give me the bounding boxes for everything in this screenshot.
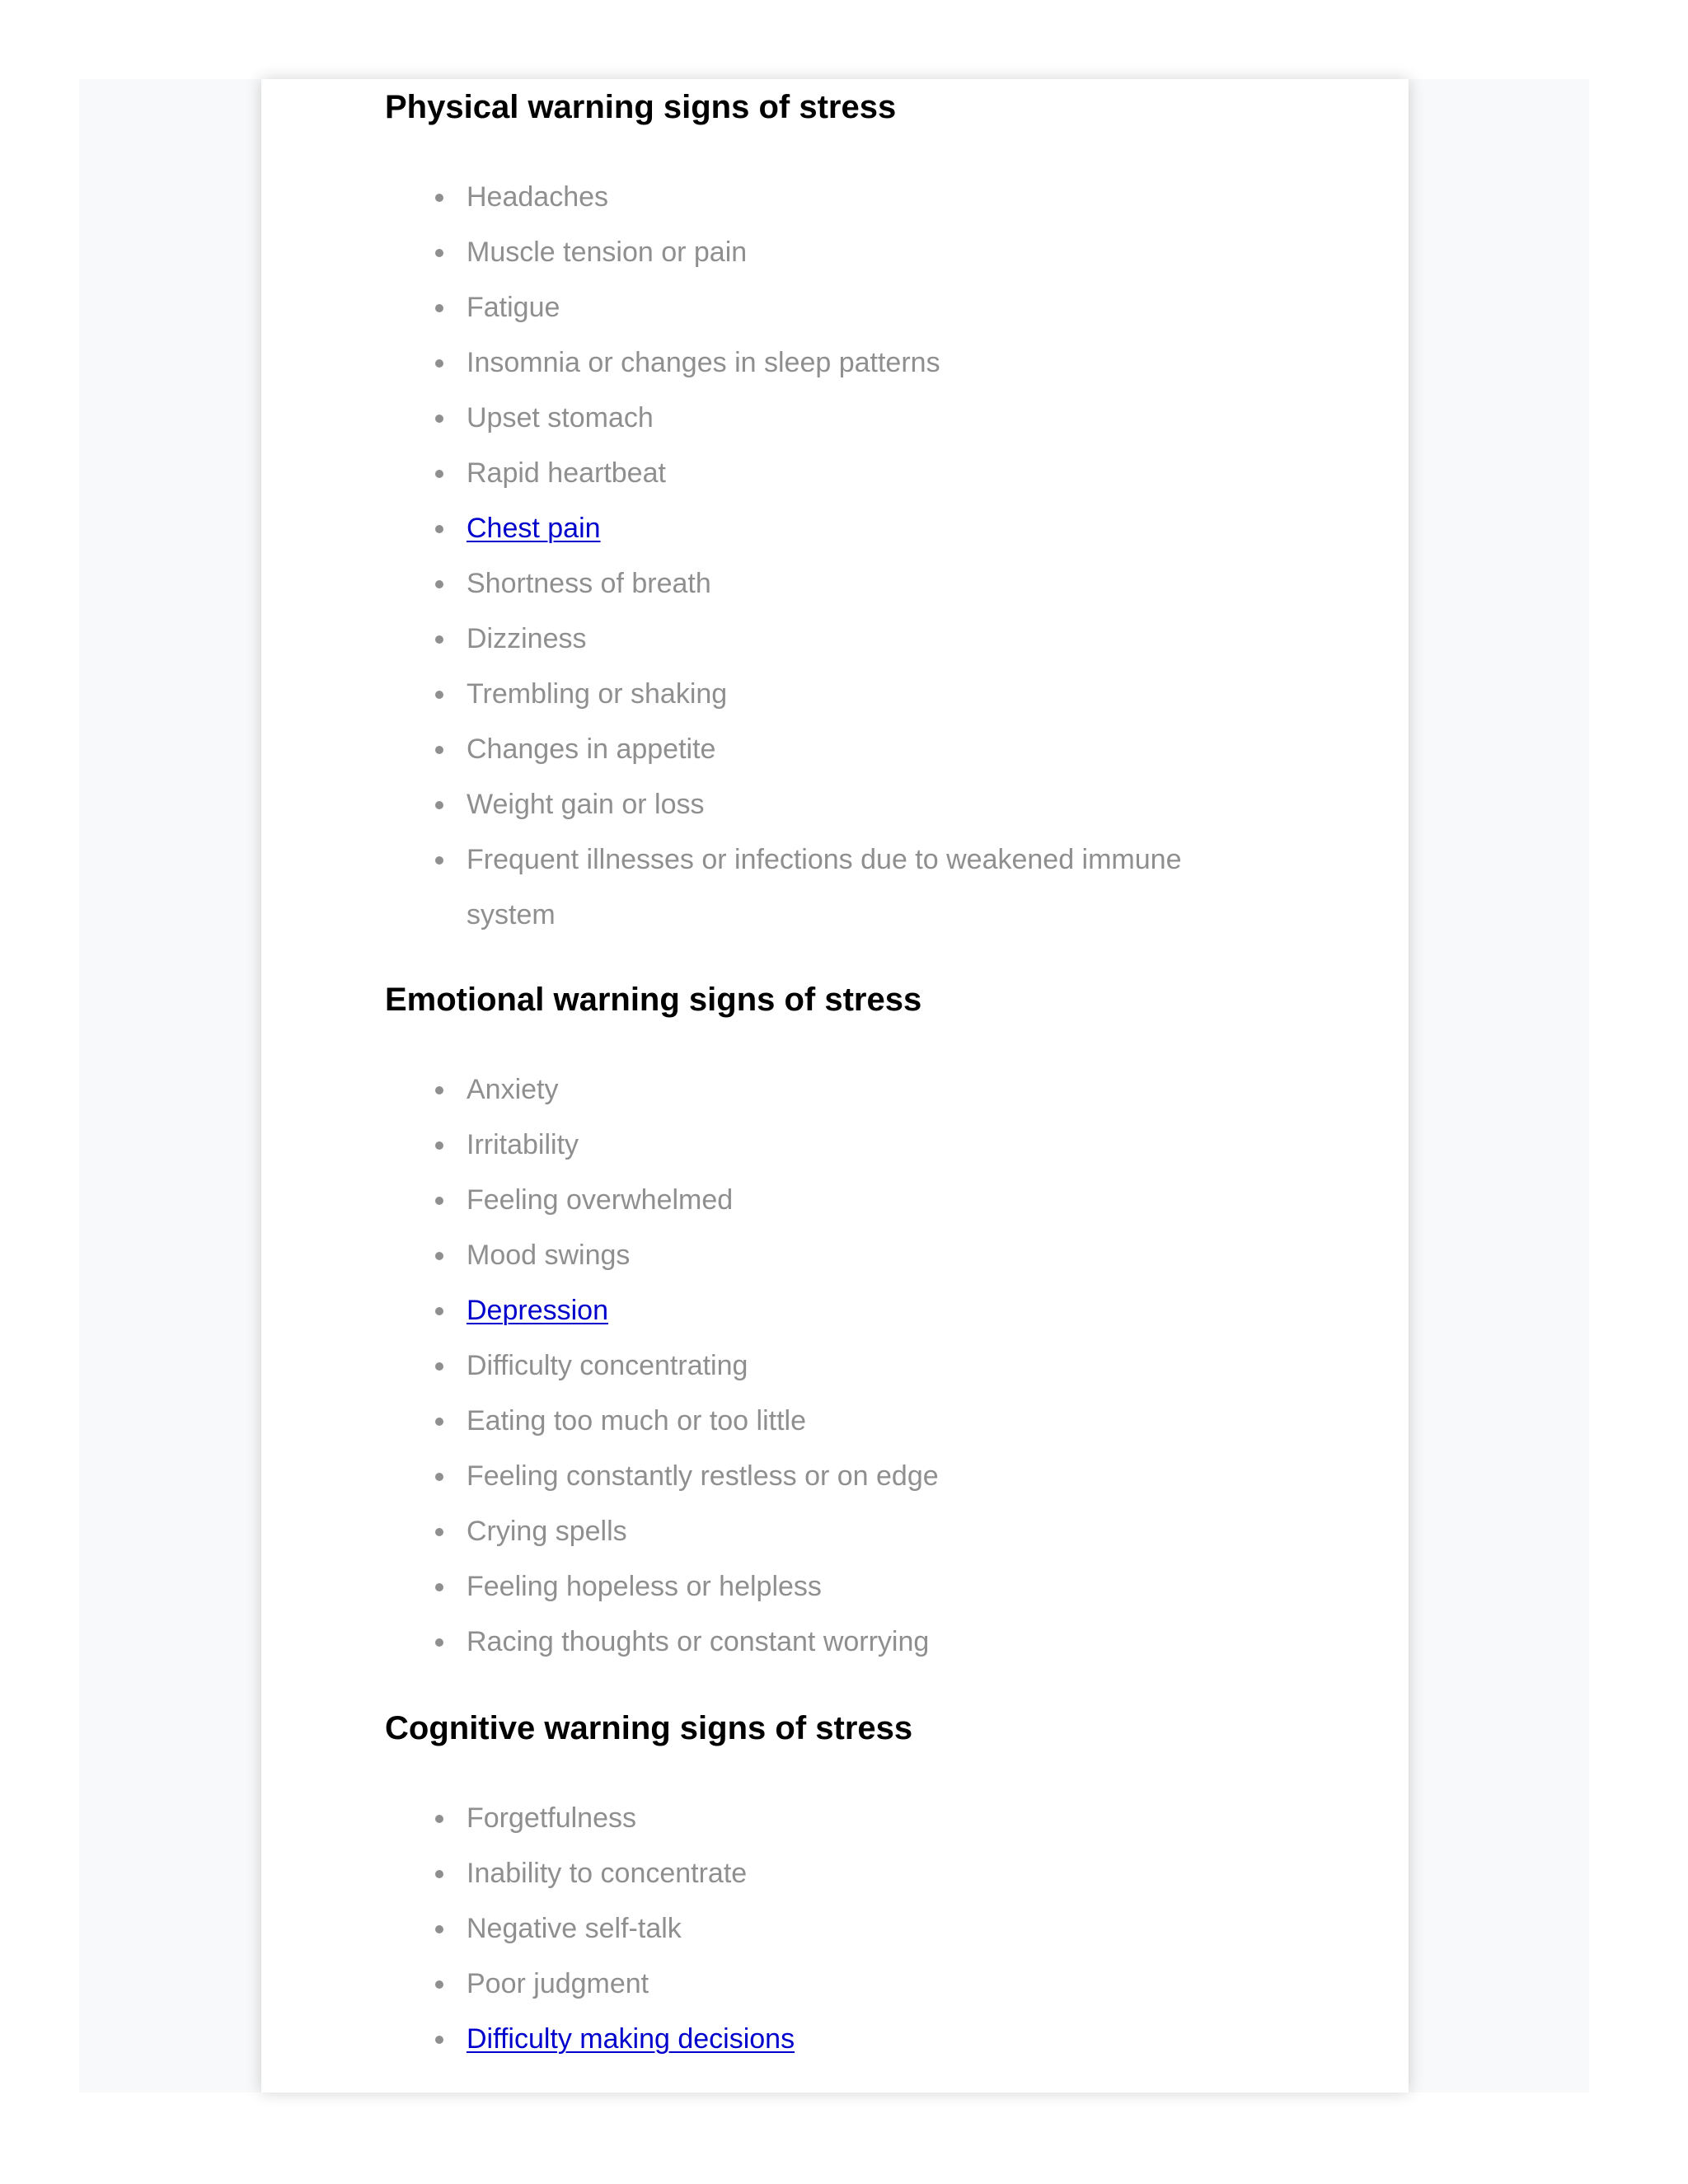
list-item [467, 612, 1258, 667]
list-item-text: Inability to concentrate [467, 1858, 748, 1889]
list-item [467, 1901, 1258, 1957]
list-item-text: Insomnia or changes in sleep patterns [467, 347, 940, 378]
list-item-text: Trembling or shaking [467, 678, 728, 710]
section-heading: Physical warning signs of stress [385, 89, 897, 125]
list-item-text: Upset stomach [467, 402, 654, 434]
list-item [467, 1283, 1258, 1338]
list-item-text: Forgetfulness [467, 1802, 636, 1834]
list-item [467, 1173, 1258, 1228]
list-item-text: Irritability [467, 1129, 579, 1160]
list-item-text: Rapid heartbeat [467, 457, 666, 489]
list-item [467, 1394, 1258, 1449]
list-item-text: Feeling constantly restless or on edge [467, 1460, 939, 1492]
list-item-text: Negative self-talk [467, 1913, 682, 1944]
list-item [467, 335, 1258, 391]
cognitive-signs-list [385, 1791, 1258, 2067]
list-item [467, 1615, 1258, 1670]
list-item [467, 1449, 1258, 1504]
list-item-text: Difficulty concentrating [467, 1350, 748, 1381]
list-item [467, 667, 1258, 722]
list-item-text: Changes in appetite [467, 733, 716, 765]
list-item [467, 722, 1258, 777]
list-item-text: Muscle tension or pain [467, 237, 748, 268]
list-item-link[interactable]: Depression [467, 1295, 608, 1326]
list-item-text: Mood swings [467, 1240, 631, 1271]
list-item-text: Racing thoughts or constant worrying [467, 1626, 930, 1657]
list-item [467, 2012, 1258, 2067]
list-item [467, 1338, 1258, 1394]
list-item [467, 1118, 1258, 1173]
list-item [467, 832, 1258, 943]
list-item [467, 556, 1258, 612]
list-item-text: Fatigue [467, 292, 560, 323]
list-item-text: Weight gain or loss [467, 789, 705, 820]
list-item-link[interactable]: Chest pain [467, 513, 601, 544]
list-item-text: Frequent illnesses or infections due to weakened immune system [467, 844, 1182, 930]
list-item [467, 777, 1258, 832]
physical-signs-section [385, 87, 1292, 930]
list-item [467, 446, 1258, 501]
list-item-text: Anxiety [467, 1074, 559, 1105]
list-item [467, 501, 1258, 556]
list-item [467, 225, 1258, 280]
list-item-text: Headaches [467, 181, 609, 213]
list-item-text: Feeling hopeless or helpless [467, 1571, 822, 1602]
list-item-text: Crying spells [467, 1516, 627, 1547]
list-item-text: Poor judgment [467, 1968, 649, 1999]
section-heading: Emotional warning signs of stress [385, 982, 922, 1018]
list-item-text: Shortness of breath [467, 568, 711, 599]
list-item [467, 170, 1258, 225]
emotional-signs-list [385, 1062, 1258, 1670]
emotional-signs-section [385, 980, 1292, 1657]
list-item-text: Eating too much or too little [467, 1405, 807, 1436]
list-item-link[interactable]: Difficulty making decisions [467, 2023, 795, 2055]
list-item [467, 280, 1258, 335]
list-item [467, 1062, 1258, 1118]
list-item-text: Feeling overwhelmed [467, 1184, 734, 1216]
physical-signs-list [385, 170, 1258, 943]
section-heading: Cognitive warning signs of stress [385, 1710, 913, 1746]
list-item [467, 1791, 1258, 1846]
list-item [467, 1228, 1258, 1283]
cognitive-signs-section [385, 1708, 1292, 2055]
list-item [467, 391, 1258, 446]
list-item [467, 1559, 1258, 1615]
list-item [467, 1957, 1258, 2012]
list-item [467, 1504, 1258, 1559]
document-page [261, 79, 1409, 2093]
list-item-text: Dizziness [467, 623, 587, 654]
list-item [467, 1846, 1258, 1901]
